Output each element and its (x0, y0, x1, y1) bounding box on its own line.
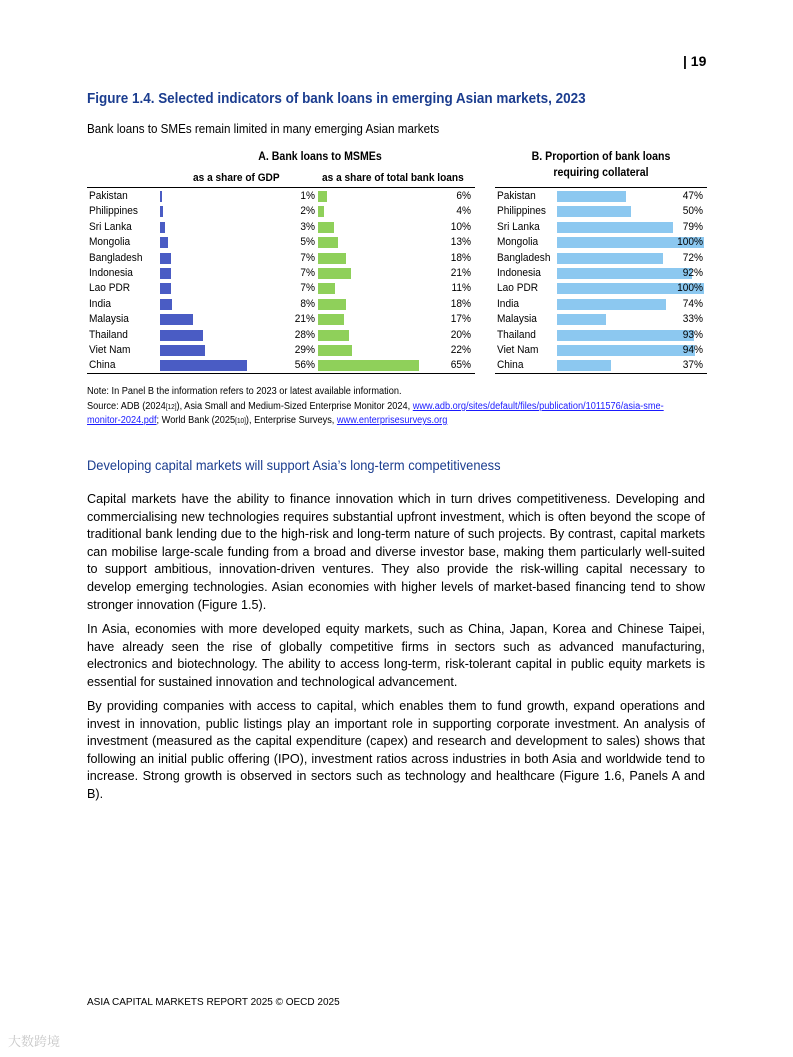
bar-gdp-share (160, 191, 162, 202)
table-row (495, 250, 707, 265)
value-label-total-loans: 65% (450, 359, 471, 372)
table-row (495, 234, 707, 249)
country-label: Sri Lanka (89, 220, 132, 233)
bar-total-loans-share (318, 330, 349, 341)
value-label-total-loans: 17% (450, 313, 471, 326)
value-label-total-loans: 4% (456, 205, 471, 218)
value-label-collateral: 100% (677, 282, 703, 295)
watermark: 大数跨境 (8, 1034, 61, 1049)
table-row (87, 219, 475, 234)
table-row (495, 280, 707, 295)
table-row (87, 342, 475, 357)
value-label-collateral: 50% (682, 205, 703, 218)
value-label-gdp: 7% (300, 282, 315, 295)
value-label-collateral: 79% (682, 220, 703, 233)
paragraph: In Asia, economies with more developed equity markets, such as China, Japan, Korea and Chinese Taipei, have already seen the rise of globally competitive firms in sectors such as advanced manufacturing, electronics and biotechnology. The ability to access long-term, risk-tolerant capital in public equity markets is essential for sustained innovation and technological advancement. (87, 622, 705, 689)
source-link-worldbank[interactable]: www.enterprisesurveys.org (336, 415, 448, 426)
value-label-total-loans: 20% (450, 328, 471, 341)
value-label-gdp: 21% (294, 313, 315, 326)
bar-total-loans-share (318, 360, 419, 371)
country-label: Lao PDR (89, 282, 131, 295)
bar-gdp-share (160, 206, 163, 217)
bar-collateral (557, 299, 666, 310)
bar-collateral (557, 206, 631, 217)
footer: ASIA CAPITAL MARKETS REPORT 2025 © OECD 2025 (87, 997, 340, 1008)
table-row (495, 342, 707, 357)
value-label-gdp: 28% (294, 328, 315, 341)
bar-gdp-share (160, 222, 165, 233)
bar-collateral (557, 330, 694, 341)
panel-b-title-line2: requiring collateral (553, 167, 649, 179)
value-label-total-loans: 21% (450, 266, 471, 279)
table-row (495, 327, 707, 342)
value-label-collateral: 37% (682, 359, 703, 372)
table-row (495, 357, 707, 372)
source-mid-3: ), Enterprise Surveys, (245, 415, 337, 426)
country-label: Lao PDR (497, 282, 539, 295)
value-label-collateral: 94% (682, 343, 703, 356)
country-label: Viet Nam (497, 343, 539, 356)
panel-a-col1-header: as a share of GDP (193, 172, 280, 184)
table-row (495, 296, 707, 311)
country-label: Viet Nam (89, 343, 131, 356)
section-heading: Developing capital markets will support Asia’s long-term competitiveness (87, 457, 501, 473)
country-label: Pakistan (497, 190, 536, 202)
value-label-collateral: 92% (682, 266, 703, 279)
panel-b-table (495, 187, 707, 374)
source-mid: ), Asia Small and Medium-Sized Enterprise Monitor 2024, (176, 401, 413, 412)
value-label-collateral: 100% (677, 236, 703, 249)
table-row (495, 265, 707, 280)
paragraph: By providing companies with access to capital, which enables them to fund growth, expand operations and invest in innovation, public listings play an important role in supporting corporate investment. An analysis of investment (measured as the capital expenditure (capex) and research and development to sales) shows that following an initial public offering (IPO), investment ratios across industries in both Asia and worldwide tend to increase. Strong growth is observed in sectors such as technology and healthcare (Figure 1.6, Panels A and B). (87, 699, 705, 801)
country-label: Mongolia (89, 236, 131, 249)
table-row (87, 265, 475, 280)
bar-collateral (557, 253, 663, 264)
bar-collateral (557, 314, 606, 325)
table-row (495, 311, 707, 326)
panel-a-col2-header: as a share of total bank loans (322, 172, 464, 184)
bar-total-loans-share (318, 206, 324, 217)
source-mid-2: ; World Bank (2025 (156, 415, 236, 426)
bar-gdp-share (160, 237, 168, 248)
source-link-adb[interactable]: www.adb.org/sites/default/files/publication/1011576/asia-sme- (412, 401, 664, 412)
country-label: Bangladesh (89, 251, 143, 264)
table-row (87, 327, 475, 342)
table-row (87, 203, 475, 218)
bar-total-loans-share (318, 253, 346, 264)
value-label-total-loans: 6% (456, 190, 471, 202)
panel-a-title: A. Bank loans to MSMEs (258, 151, 382, 163)
country-label: Philippines (497, 205, 546, 218)
bar-collateral (557, 191, 626, 202)
table-row (87, 188, 475, 203)
bar-collateral (557, 268, 692, 279)
value-label-gdp: 2% (300, 205, 315, 218)
page-number: | 19 (683, 53, 707, 69)
country-label: Indonesia (89, 266, 133, 279)
country-label: Thailand (89, 328, 128, 341)
value-label-gdp: 5% (300, 236, 315, 249)
value-label-gdp: 3% (300, 220, 315, 233)
value-label-gdp: 29% (294, 343, 315, 356)
value-label-total-loans: 10% (450, 220, 471, 233)
source-ref-1: [12] (165, 404, 177, 411)
value-label-gdp: 8% (300, 297, 315, 310)
source-prefix: Source: ADB (2024 (87, 401, 166, 412)
bar-gdp-share (160, 299, 172, 310)
figure-note: Note: In Panel B the information refers to 2023 or latest available information. (87, 386, 402, 397)
country-label: India (89, 297, 111, 310)
table-row (495, 219, 707, 234)
country-label: Mongolia (497, 236, 539, 249)
value-label-collateral: 47% (682, 190, 703, 202)
table-row (495, 188, 707, 203)
figure-source-line1 (87, 401, 664, 412)
bar-total-loans-share (318, 191, 327, 202)
bar-total-loans-share (318, 268, 351, 279)
table-row (87, 357, 475, 372)
bar-total-loans-share (318, 283, 335, 294)
country-label: China (497, 359, 524, 372)
value-label-total-loans: 13% (450, 236, 471, 249)
country-label: Pakistan (89, 190, 128, 202)
value-label-total-loans: 22% (450, 343, 471, 356)
value-label-gdp: 7% (300, 251, 315, 264)
value-label-collateral: 72% (682, 251, 703, 264)
bar-gdp-share (160, 283, 171, 294)
panel-b-title-line1: B. Proportion of bank loans (531, 151, 671, 163)
value-label-gdp: 56% (294, 359, 315, 372)
country-label: Malaysia (497, 313, 537, 326)
bar-total-loans-share (318, 299, 346, 310)
value-label-gdp: 7% (300, 266, 315, 279)
country-label: Sri Lanka (497, 220, 540, 233)
country-label: Bangladesh (497, 251, 551, 264)
bar-gdp-share (160, 345, 205, 356)
bar-total-loans-share (318, 237, 338, 248)
value-label-gdp: 1% (300, 190, 315, 202)
bar-total-loans-share (318, 345, 352, 356)
value-label-collateral: 93% (682, 328, 703, 341)
bar-collateral (557, 222, 673, 233)
figure-subtitle: Bank loans to SMEs remain limited in many emerging Asian markets (87, 122, 440, 136)
country-label: Philippines (89, 205, 138, 218)
value-label-total-loans: 11% (451, 282, 471, 295)
figure-source-line2 (87, 415, 447, 426)
country-label: Thailand (497, 328, 536, 341)
bar-gdp-share (160, 268, 171, 279)
bar-collateral (557, 360, 611, 371)
country-label: India (497, 297, 519, 310)
bar-total-loans-share (318, 222, 334, 233)
table-row (495, 203, 707, 218)
bar-gdp-share (160, 314, 193, 325)
table-row (87, 311, 475, 326)
country-label: Malaysia (89, 313, 129, 326)
value-label-total-loans: 18% (450, 297, 471, 310)
bar-gdp-share (160, 253, 171, 264)
bar-gdp-share (160, 360, 247, 371)
country-label: Indonesia (497, 266, 541, 279)
source-ref-2: [10] (235, 418, 246, 425)
source-link-adb-cont[interactable]: monitor-2024.pdf (87, 415, 157, 426)
table-row (87, 280, 475, 295)
table-row (87, 250, 475, 265)
value-label-collateral: 33% (682, 313, 703, 326)
bar-gdp-share (160, 330, 203, 341)
value-label-total-loans: 18% (450, 251, 471, 264)
panel-a-table (87, 187, 475, 374)
paragraph: Capital markets have the ability to finance innovation which in turn drives competitiveness. Developing and commercialising new technologies requires substantial upfront investment, which is often beyond the scope of traditional bank lending due to the high-risk and long-term nature of such projects. By contrast, capital markets can mobilise large-scale funding from a broad and diverse investor base, making them particularly well-suited to support ambitious, innovation-driven ventures. They also provide the risk-willing capital necessary to develop emerging technologies. Asian economies with higher levels of market-based financing tend to show stronger innovation (Figure 1.5). (87, 492, 705, 612)
table-row (87, 234, 475, 249)
table-row (87, 296, 475, 311)
figure-title: Figure 1.4. Selected indicators of bank loans in emerging Asian markets, 2023 (87, 91, 586, 107)
country-label: China (89, 359, 116, 372)
value-label-collateral: 74% (682, 297, 703, 310)
bar-total-loans-share (318, 314, 344, 325)
